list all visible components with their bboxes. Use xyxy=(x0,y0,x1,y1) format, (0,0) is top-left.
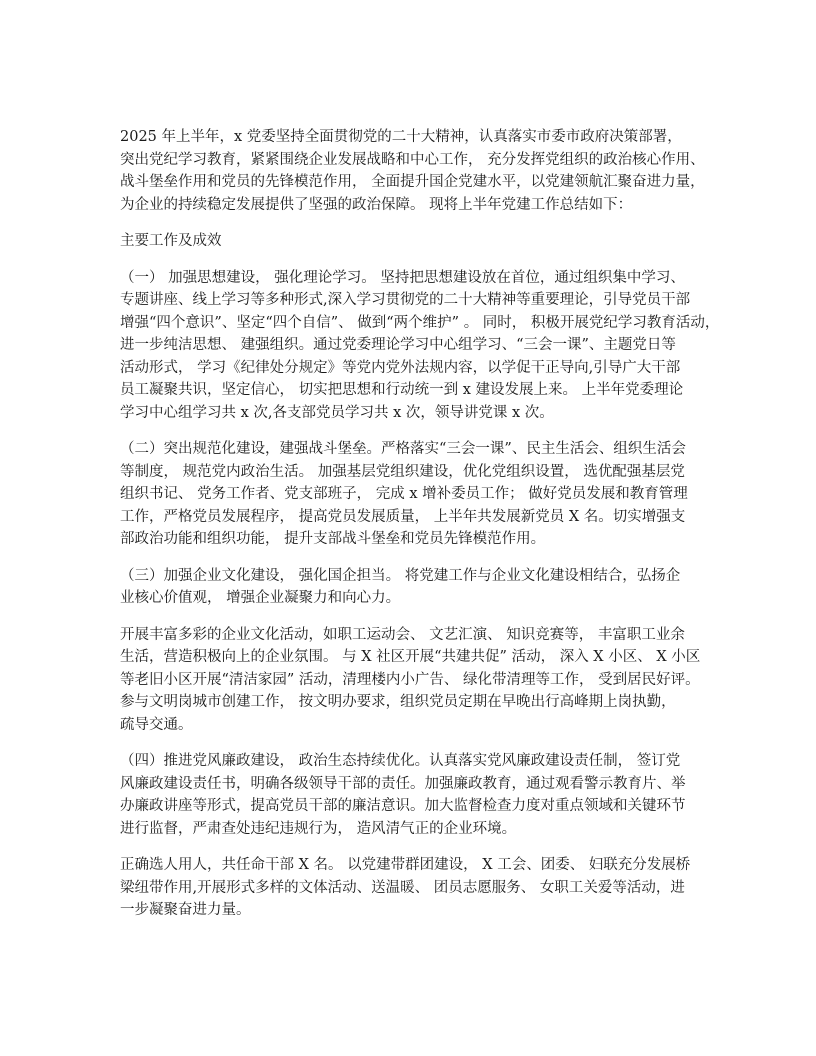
intro-paragraph xyxy=(120,126,710,216)
text-line: 进一步纯洁思想、 建强组织。通过党委理论学习中心组学习、“三会一课”、主题党日等 xyxy=(120,337,676,353)
culture-activities-paragraph xyxy=(120,624,710,737)
text-line: （三）加强企业文化建设， 强化国企担当。 将党建工作与企业文化建设相结合，弘扬企 xyxy=(120,567,681,584)
section-heading xyxy=(120,230,710,253)
text-line: 突出党纪学习教育，紧紧围绕企业发展战略和中心工作， 充分发挥党组织的政治核心作用、 xyxy=(120,151,705,168)
text-line: 等老旧小区开展“清洁家园” 活动，清理楼内小广告、 绿化带清理等工作， 受到居民好评。 xyxy=(120,671,700,688)
text-line: （一） 加强思想建设， 强化理论学习。 坚持把思想建设放在首位，通过组织集中学习、 xyxy=(120,269,685,286)
section-one-paragraph xyxy=(120,267,720,425)
section-four-paragraph xyxy=(120,750,710,840)
text-line: 组织书记、 党务工作者、党支部班子， 完成 x 增补委员工作； 做好党员发展和教育管理 xyxy=(120,486,688,502)
text-line: 等制度， 规范党内政治生活。 加强基层党组织建设，优化党组织设置， 选优配强基层党 xyxy=(120,463,685,480)
text-line: 为企业的持续稳定发展提供了坚强的政治保障。 现将上半年党建工作总结如下： xyxy=(120,196,633,213)
section-two-paragraph xyxy=(120,438,710,551)
text-line: 进行监督，严肃查处违纪违规行为， 造风清气正的企业环境。 xyxy=(120,820,517,837)
text-line: 风廉政建设责任书，明确各级领导干部的责任。加强廉政教育，通过观看警示教育片、举 xyxy=(120,775,686,792)
text-line: 学习中心组学习共 x 次,各支部党员学习共 x 次，领导讲党课 x 次。 xyxy=(120,404,554,421)
document-body xyxy=(120,126,720,936)
text-line: （四）推进党风廉政建设， 政治生态持续优化。认真落实党风廉政建设责任制， 签订党 xyxy=(120,753,681,769)
text-line: 战斗堡垒作用和党员的先锋模范作用， 全面提升国企党建水平，以党建领航汇聚奋进力量， xyxy=(120,174,705,190)
text-line: 疏导交通。 xyxy=(120,716,193,733)
text-line: （二）突出规范化建设，建强战斗堡垒。严格落实“三会一课”、民主生活会、组织生活会 xyxy=(120,441,686,457)
text-line: 生活，营造积极向上的企业氛围。 与 X 社区开展“共建共促” 活动， 深入 X 小区、 X 小区 xyxy=(120,649,701,665)
text-line: 一步凝聚奋进力量。 xyxy=(120,902,251,918)
personnel-paragraph xyxy=(120,854,710,922)
heading-text: 主要工作及成效 xyxy=(120,233,222,249)
section-three-paragraph xyxy=(120,565,710,610)
text-line: 梁纽带作用,开展形式多样的文体活动、送温暖、 团员志愿服务、 女职工关爱等活动，进 xyxy=(120,879,685,896)
text-line: 正确选人用人，共任命干部 X 名。 以党建带群团建设， X 工会、团委、 妇联充分发展桥 xyxy=(120,857,691,873)
text-line: 办廉政讲座等形式，提高党员干部的廉洁意识。加大监督检查力度对重点领域和关键环节 xyxy=(120,798,686,814)
text-line: 专题讲座、线上学习等多种形式,深入学习贯彻党的二十大精神等重要理论，引导党员干部 xyxy=(120,292,691,308)
text-line: 工作，严格党员发展程序， 提高党员发展质量， 上半年共发展新党员 X 名。切实增强支 xyxy=(120,508,686,525)
text-line: 增强“四个意识”、坚定“四个自信”、 做到“两个维护” 。 同时， 积极开展党纪学习教育活动， xyxy=(120,314,720,331)
text-line: 部政治功能和组织功能， 提升支部战斗堡垒和党员先锋模范作用。 xyxy=(120,531,546,547)
text-line: 开展丰富多彩的企业文化活动，如职工运动会、 文艺汇演、 知识竞赛等， 丰富职工业余 xyxy=(120,626,685,643)
text-line: 2025 年上半年，x 党委坚持全面贯彻党的二十大精神，认真落实市委市政府决策部署， xyxy=(120,129,682,145)
text-line: 参与文明岗城市创建工作， 按文明办要求，组织党员定期在早晚出行高峰期上岗执勤， xyxy=(120,694,676,710)
text-line: 业核心价值观， 增强企业凝聚力和向心力。 xyxy=(120,590,401,606)
text-line: 活动形式， 学习《纪律处分规定》等党内党外法规内容，以学促干正导向,引导广大干部 xyxy=(120,359,681,376)
text-line: 员工凝聚共识，坚定信心， 切实把思想和行动统一到 x 建设发展上来。 上半年党委理论 xyxy=(120,382,684,398)
